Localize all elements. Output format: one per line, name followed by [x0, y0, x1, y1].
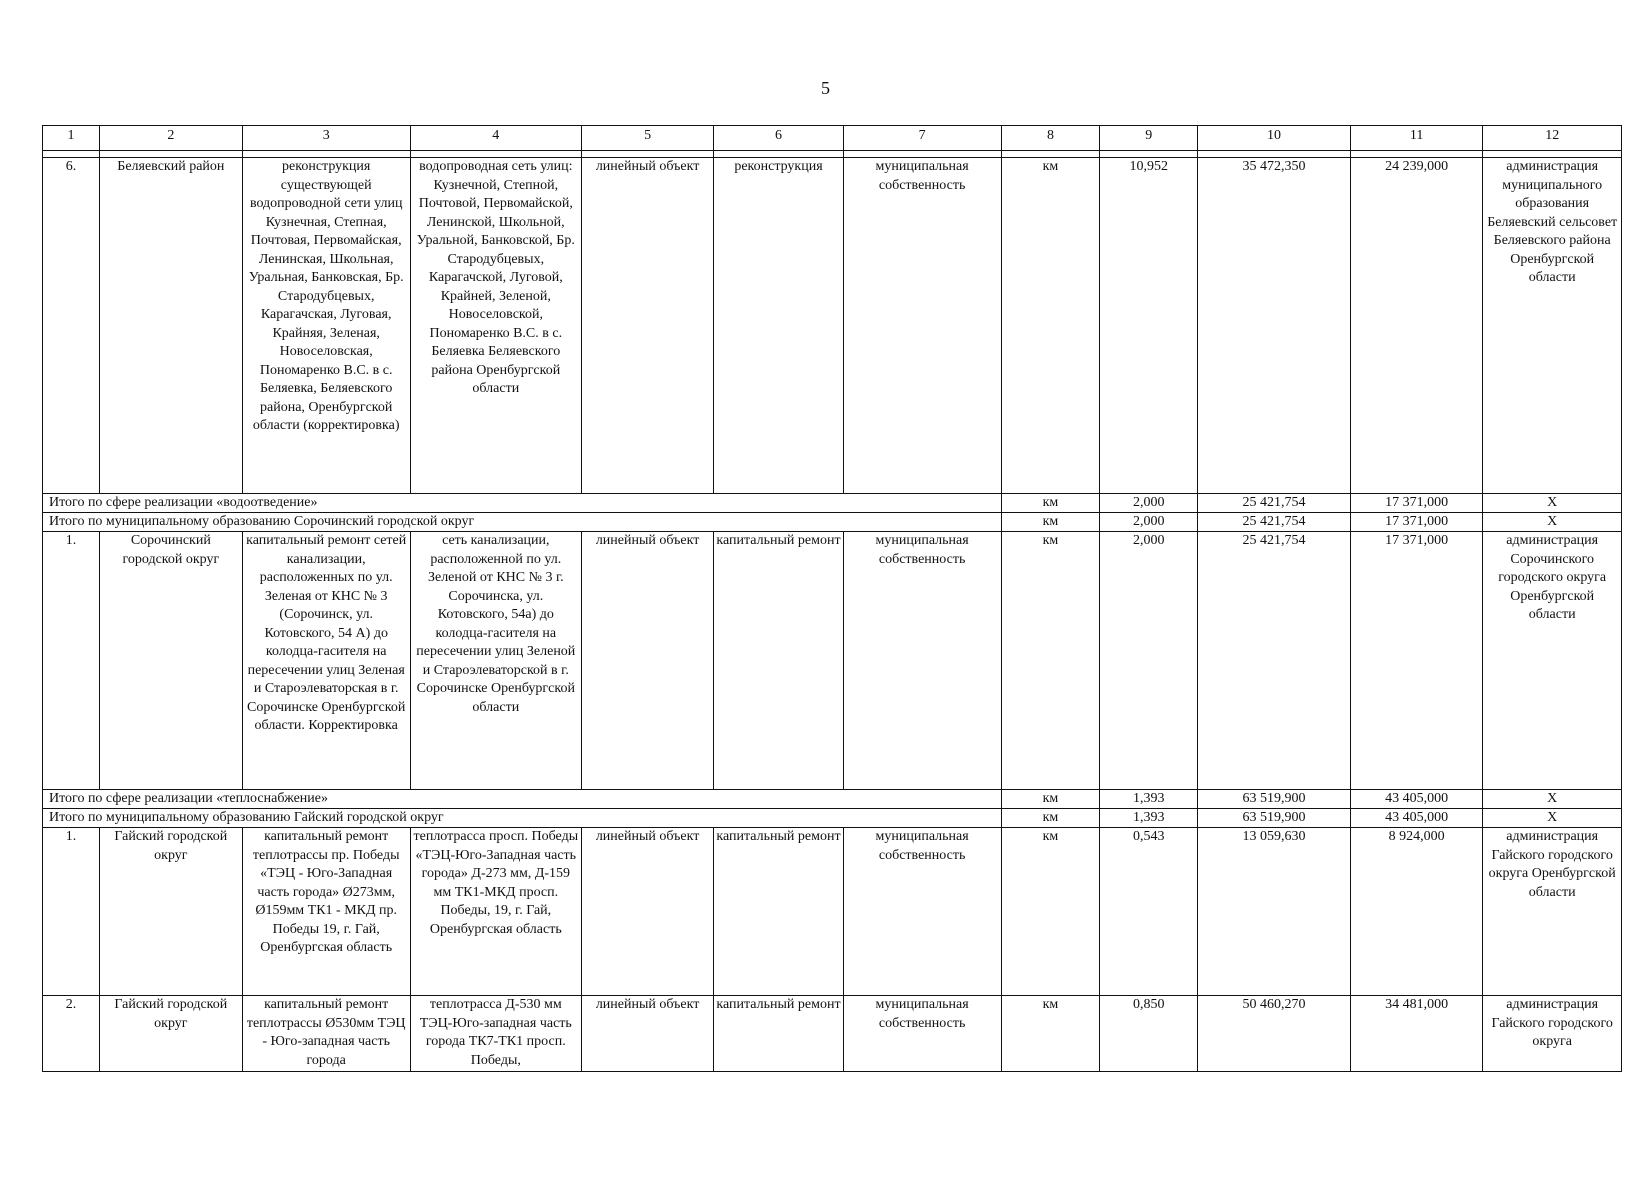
- cell-subsidy: 34 481,000: [1350, 996, 1482, 1072]
- cell-unit: км: [1001, 494, 1100, 513]
- cell-object-type: линейный объект: [581, 532, 713, 790]
- cell-object-name: теплотрасса Д-530 мм ТЭЦ-Юго-западная часть города ТК7-ТК1 просп. Победы,: [410, 996, 581, 1072]
- cell-object-name: сеть канализации, расположенной по ул. Зеленой от КНС № 3 г. Сорочинска, ул. Котовского, 54а) до колодца-гасителя на пересечении улиц Зеленой и Староэлеваторской в г. Сорочинске Оренбургской области: [410, 532, 581, 790]
- cell-capacity: 2,000: [1100, 494, 1198, 513]
- cell-recipient: администрация Сорочинского городского округа Оренбургской области: [1483, 532, 1622, 790]
- cell-total-cost: 63 519,900: [1198, 790, 1351, 809]
- table-row: [43, 996, 1622, 1072]
- column-header: 4: [410, 126, 581, 151]
- cell-number: 6.: [43, 158, 100, 494]
- cell-object-type: линейный объект: [581, 996, 713, 1072]
- cell-unit: км: [1001, 809, 1100, 828]
- total-row: [43, 809, 1622, 828]
- cell-municipality: Сорочинский городской округ: [100, 532, 243, 790]
- cell-municipality: Гайский городской округ: [100, 828, 243, 996]
- column-header: 12: [1483, 126, 1622, 151]
- cell-ownership: муниципальная собственность: [843, 996, 1001, 1072]
- cell-recipient: Х: [1483, 809, 1622, 828]
- column-header: 8: [1001, 126, 1100, 151]
- cell-ownership: муниципальная собственность: [843, 532, 1001, 790]
- cell-object-name: водопроводная сеть улиц: Кузнечной, Степной, Почтовой, Первомайской, Ленинской, Школьной, Уральной, Банковской, Бр. Стародубцевых, Карагачской, Луговой, Крайней, Зеленой, Новоселовской, Пономаренко В.С. в с. Беляевка Беляевского района Оренбургской области: [410, 158, 581, 494]
- cell-unit: км: [1001, 790, 1100, 809]
- column-header: 1: [43, 126, 100, 151]
- cell-ownership: муниципальная собственность: [843, 828, 1001, 996]
- cell-object-name: теплотрасса просп. Победы «ТЭЦ-Юго-Западная часть города» Д-273 мм, Д-159 мм ТК1-МКД просп. Победы, 19, г. Гай, Оренбургская область: [410, 828, 581, 996]
- cell-subsidy: 8 924,000: [1350, 828, 1482, 996]
- cell-capacity: 0,543: [1100, 828, 1198, 996]
- cell-unit: км: [1001, 158, 1100, 494]
- cell-recipient: Х: [1483, 494, 1622, 513]
- cell-number: 1.: [43, 828, 100, 996]
- cell-subsidy: 17 371,000: [1350, 513, 1482, 532]
- cell-subsidy: 43 405,000: [1350, 790, 1482, 809]
- cell-work-type: реконструкция: [714, 158, 843, 494]
- cell-work-type: капитальный ремонт: [714, 996, 843, 1072]
- cell-subsidy: 17 371,000: [1350, 494, 1482, 513]
- cell-unit: км: [1001, 532, 1100, 790]
- cell-unit: км: [1001, 513, 1100, 532]
- cell-unit: км: [1001, 828, 1100, 996]
- cell-event-name: реконструкция существующей водопроводной сети улиц Кузнечная, Степная, Почтовая, Первомайская, Ленинская, Школьная, Уральная, Банковская, Бр. Стародубцевых, Карагачская, Луговая, Крайняя, Зеленая, Новоселовская, Пономаренко В.С. в с. Беляевка, Беляевского района, Оренбургской области (корректировка): [242, 158, 410, 494]
- cell-total-cost: 50 460,270: [1198, 996, 1351, 1072]
- column-header: 3: [242, 126, 410, 151]
- cell-subsidy: 17 371,000: [1350, 532, 1482, 790]
- cell-work-type: капитальный ремонт: [714, 532, 843, 790]
- column-header: 7: [843, 126, 1001, 151]
- cell-capacity: 2,000: [1100, 513, 1198, 532]
- cell-total-cost: 35 472,350: [1198, 158, 1351, 494]
- cell-event-name: капитальный ремонт теплотрассы Ø530мм ТЭЦ - Юго-западная часть города: [242, 996, 410, 1072]
- cell-total-cost: 25 421,754: [1198, 532, 1351, 790]
- cell-total-cost: 25 421,754: [1198, 494, 1351, 513]
- cell-number: 1.: [43, 532, 100, 790]
- column-header: 9: [1100, 126, 1198, 151]
- cell-total-cost: 63 519,900: [1198, 809, 1351, 828]
- total-row: [43, 513, 1622, 532]
- cell-object-type: линейный объект: [581, 158, 713, 494]
- total-label: Итого по муниципальному образованию Сорочинский городской округ: [43, 513, 1002, 532]
- header-spacer: [43, 151, 1622, 158]
- cell-capacity: 1,393: [1100, 790, 1198, 809]
- column-header: 2: [100, 126, 243, 151]
- cell-object-type: линейный объект: [581, 828, 713, 996]
- total-row: [43, 494, 1622, 513]
- table-row: [43, 158, 1622, 494]
- total-label: Итого по сфере реализации «водоотведение»: [43, 494, 1002, 513]
- table-row: [43, 828, 1622, 996]
- cell-recipient: администрация Гайского городского округа: [1483, 996, 1622, 1072]
- cell-subsidy: 43 405,000: [1350, 809, 1482, 828]
- cell-capacity: 0,850: [1100, 996, 1198, 1072]
- page-number: 5: [821, 78, 830, 98]
- cell-event-name: капитальный ремонт сетей канализации, расположенных по ул. Зеленая от КНС № 3 (Сорочинск, ул. Котовского, 54 А) до колодца-гасителя на пересечении улиц Зеленая и Староэлеваторская в г. Сорочинске Оренбургской области. Корректировка: [242, 532, 410, 790]
- total-row: [43, 790, 1622, 809]
- total-label: Итого по муниципальному образованию Гайский городской округ: [43, 809, 1002, 828]
- cell-recipient: Х: [1483, 513, 1622, 532]
- data-table: [42, 125, 1622, 1072]
- column-header: 5: [581, 126, 713, 151]
- cell-capacity: 1,393: [1100, 809, 1198, 828]
- table-header-row: [43, 126, 1622, 151]
- cell-unit: км: [1001, 996, 1100, 1072]
- column-header: 10: [1198, 126, 1351, 151]
- cell-total-cost: 13 059,630: [1198, 828, 1351, 996]
- cell-recipient: администрация муниципального образования Беляевский сельсовет Беляевского района Оренбургской области: [1483, 158, 1622, 494]
- table-row: [43, 532, 1622, 790]
- cell-subsidy: 24 239,000: [1350, 158, 1482, 494]
- cell-municipality: Беляевский район: [100, 158, 243, 494]
- total-label: Итого по сфере реализации «теплоснабжение»: [43, 790, 1002, 809]
- cell-ownership: муниципальная собственность: [843, 158, 1001, 494]
- cell-recipient: администрация Гайского городского округа Оренбургской области: [1483, 828, 1622, 996]
- column-header: 11: [1350, 126, 1482, 151]
- cell-capacity: 10,952: [1100, 158, 1198, 494]
- cell-municipality: Гайский городской округ: [100, 996, 243, 1072]
- cell-work-type: капитальный ремонт: [714, 828, 843, 996]
- column-header: 6: [714, 126, 843, 151]
- cell-event-name: капитальный ремонт теплотрассы пр. Победы «ТЭЦ - Юго-Западная часть города» Ø273мм, Ø159мм ТК1 - МКД пр. Победы 19, г. Гай, Оренбургская область: [242, 828, 410, 996]
- cell-total-cost: 25 421,754: [1198, 513, 1351, 532]
- cell-capacity: 2,000: [1100, 532, 1198, 790]
- cell-number: 2.: [43, 996, 100, 1072]
- cell-recipient: Х: [1483, 790, 1622, 809]
